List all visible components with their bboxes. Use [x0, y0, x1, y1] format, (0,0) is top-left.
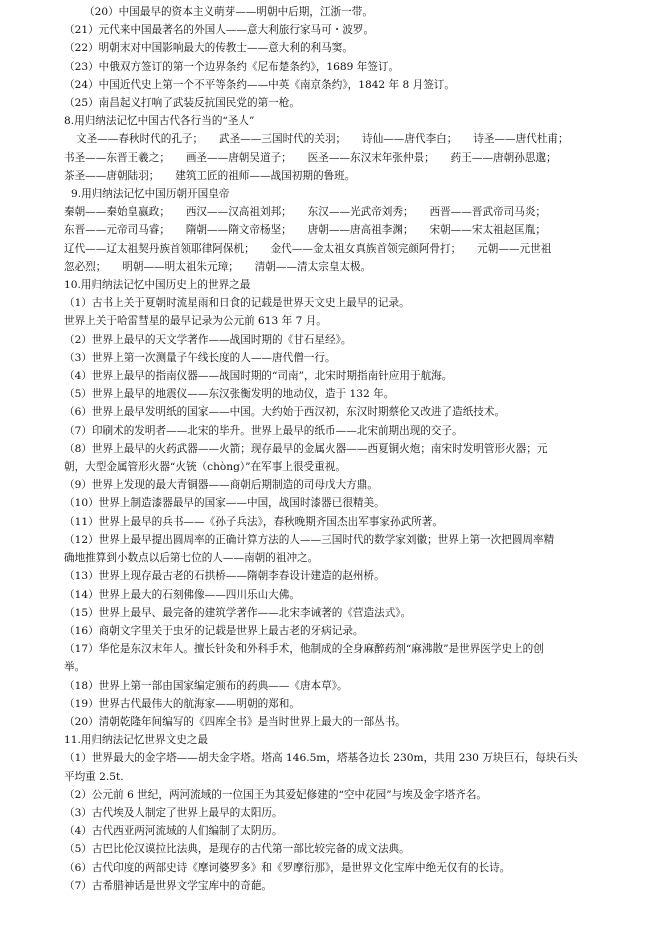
- text-line: 朝，大型金属管形火器“火铳（chòng）”在军事上很受重视。: [64, 461, 346, 474]
- text-line: （1）世界最大的金字塔——胡夫金字塔。塔高 146.5m，塔基各边长 230m，共用 230 万块巨石，每块石头: [64, 752, 578, 765]
- text-line: （16）商朝文字里关于虫牙的记载是世界上最古老的牙病记录。: [64, 624, 364, 637]
- text-line: （20）清朝乾隆年间编写的《四库全书》是当时世界上最大的一部丛书。: [64, 715, 406, 728]
- section-heading: 8.用归纳法记忆中国古代各行当的“圣人”: [64, 115, 255, 128]
- text-line: （3）古代埃及人制定了世界上最早的太阳历。: [64, 806, 283, 819]
- text-line: （2）世界上最早的天文学著作——战国时期的《甘石星经》。: [64, 333, 352, 346]
- text-line: （22）明朝末对中国影响最大的传教士——意大利的利马窦。: [64, 42, 353, 55]
- text-line: （18）世界上第一部由国家编定颁布的药典——《唐本草》。: [64, 679, 348, 692]
- text-line: 茶圣——唐朝陆羽； 建筑工匠的祖师——战国初期的鲁班。: [64, 169, 356, 182]
- text-line: （5）古巴比伦汉谟拉比法典，是现存的古代第一部比较完备的成文法典。: [64, 843, 410, 856]
- text-line: （6）世界上最早发明纸的国家——中国。大约始于西汉初，东汉时期蔡伦又改进了造纸技术。: [64, 406, 506, 419]
- text-line: 世界上关于哈雷彗星的最早记录为公元前 613 年 7 月。: [64, 315, 327, 328]
- text-line: （21）元代来中国最著名的外国人——意大利旅行家马可・波罗。: [64, 24, 375, 37]
- text-line: （2）公元前 6 世纪，两河流域的一位国王为其爱妃修建的“空中花园”与埃及金字塔齐名。: [64, 788, 488, 801]
- text-line: 举。: [64, 661, 86, 674]
- text-line: 平均重 2.5t.: [64, 770, 124, 783]
- section-heading: 10.用归纳法记忆中国历史上的世界之最: [64, 279, 251, 292]
- text-line: （1）古书上关于夏朝时流星雨和日食的记载是世界天文史上最早的记录。: [64, 297, 410, 310]
- text-line: 东晋——元帝司马睿； 隋朝——隋文帝杨坚； 唐朝——唐高祖李渊； 宋朝——宋太祖赵匡胤；: [64, 224, 547, 237]
- text-line: （19）世界古代最伟大的航海家——明朝的郑和。: [64, 697, 300, 710]
- text-line: 确地推算到小数点以后第七位的人——南朝的祖冲之。: [64, 552, 319, 565]
- text-line: （23）中俄双方签订的第一个边界条约《尼布楚条约》，1689 年签订。: [64, 60, 400, 73]
- text-line: （14）世界上最大的石刻佛像——四川乐山大佛。: [64, 588, 300, 601]
- text-line: 辽代——辽太祖契丹族首领耶律阿保机； 金代——金太祖女真族首领完颜阿骨打； 元朝——元世祖: [64, 242, 552, 255]
- text-line: （24）中国近代史上第一个不平等条约——中英《南京条约》，1842 年 8 月签订。: [64, 78, 455, 91]
- text-line: （8）世界上最早的火药武器——火箭；现存最早的金属火器——西夏铜火炮；南宋时发明管形火器；元: [64, 442, 548, 455]
- text-line: 忽必烈； 明朝——明太祖朱元璋； 清朝——清太宗皇太极。: [64, 260, 372, 273]
- text-line: （7）古希腊神话是世界文学宝库中的奇葩。: [64, 879, 273, 892]
- text-line: （20）中国最早的资本主义萌芽——明朝中后期，江浙一带。: [84, 6, 373, 18]
- text-line: 书圣——东晋王羲之； 画圣——唐朝吴道子； 医圣——东汉末年张仲景； 药王——唐朝孙思邈；: [64, 151, 557, 164]
- text-line: （12）世界上最早提出圆周率的正确计算方法的人——三国时代的数学家刘徽；世界上第一次把圆周率精: [64, 533, 555, 546]
- text-line: （6）古代印度的两部史诗《摩诃婆罗多》和《罗摩衍那》，是世界文化宝库中绝无仅有的长诗。: [64, 861, 511, 874]
- text-line: （9）世界上发现的最大青铜器——商朝后期制造的司母戊大方鼎。: [64, 479, 378, 492]
- text-line: （15）世界上最早、最完备的建筑学著作——北宋李诫著的《营造法式》。: [64, 606, 412, 619]
- text-line: （7）印刷术的发明者——北宋的毕升。世界上最早的纸币——北宋前期出现的交子。: [64, 424, 463, 437]
- text-line: （17）华佗是东汉末年人。擅长针灸和外科手术，他制成的全身麻醉药剂“麻沸散”是世界医学史上的创: [64, 643, 544, 656]
- text-line: （13）世界上现存最古老的石拱桥——隋朝李春设计建造的赵州桥。: [64, 570, 385, 583]
- text-line: （11）世界上最早的兵书——《孙子兵法》，春秋晚期齐国杰出军事家孙武所著。: [64, 515, 443, 528]
- text-line: （4）世界上最早的指南仪器——战国时期的“司南”，北宋时期指南针应用于航海。: [64, 370, 453, 383]
- text-line: （4）古代西亚两河流域的人们编制了太阴历。: [64, 825, 283, 838]
- text-line: 文圣——春秋时代的孔子； 武圣——三国时代的关羽； 诗仙——唐代李白； 诗圣——唐代杜甫；: [76, 133, 569, 146]
- text-line: （3）世界上第一次测量子午线长度的人——唐代僧一行。: [64, 351, 336, 364]
- text-line: 秦朝——秦始皇嬴政； 西汉——汉高祖刘邦； 东汉——光武帝刘秀； 西晋——晋武帝司马炎；: [64, 206, 547, 219]
- text-line: （10）世界上制造漆器最早的国家——中国，战国时漆器已很精美。: [64, 497, 385, 510]
- section-heading: 9.用归纳法记忆中国历朝开国皇帝: [71, 188, 230, 201]
- section-heading: 11.用归纳法记忆世界文史之最: [64, 734, 208, 747]
- text-line: （25）南昌起义打响了武装反抗国民党的第一枪。: [64, 97, 300, 110]
- text-line: （5）世界上最早的地震仪——东汉张衡发明的地动仪，造于 132 年。: [64, 388, 395, 401]
